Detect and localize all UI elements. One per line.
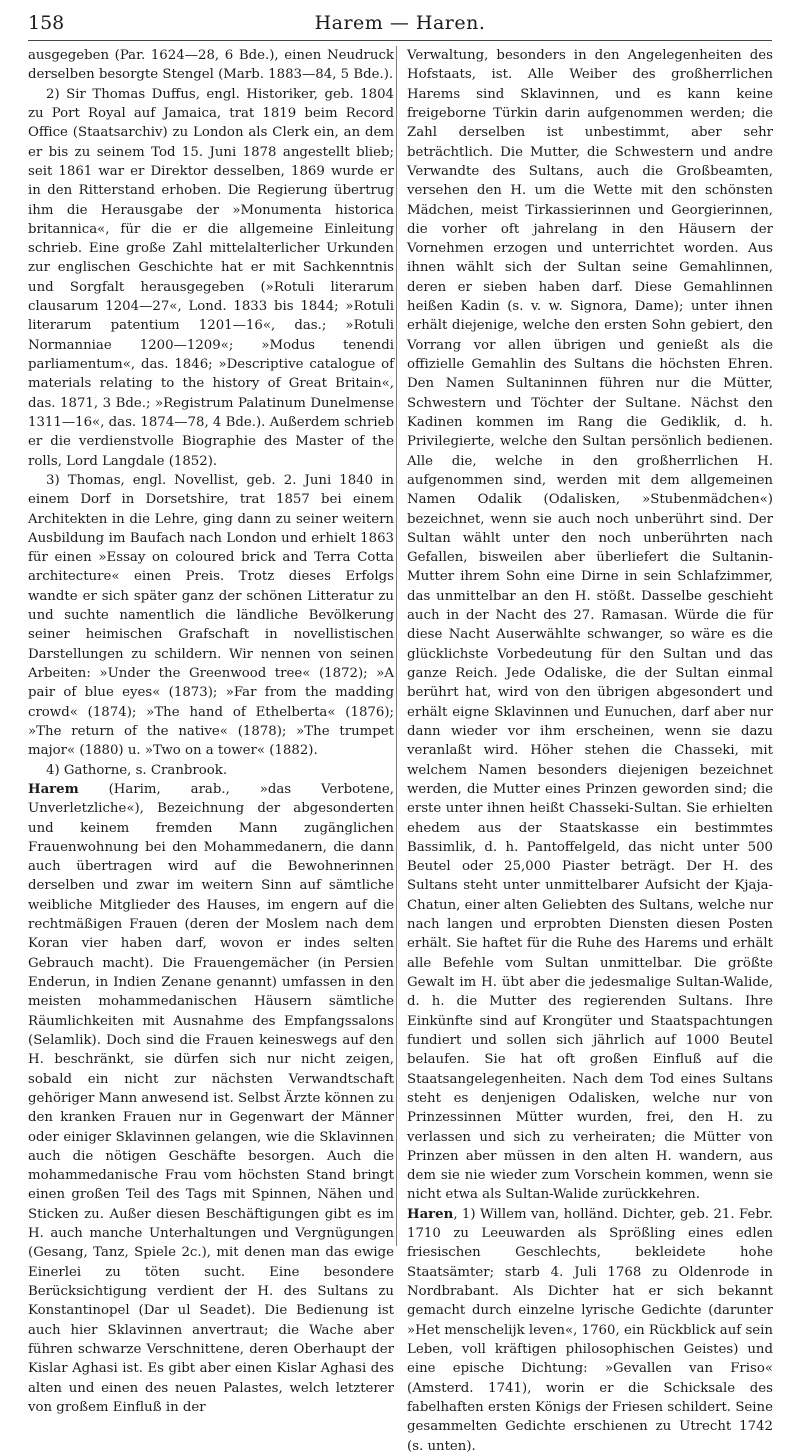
paragraph-stengel: ausgegeben (Par. 1624—28, 6 Bde.), einen Neudruck derselben besorgte Stengel (Marb. 1883—84, 5 Bde.).	[28, 48, 394, 83]
headword-harem: Harem	[28, 781, 79, 797]
right-column	[407, 46, 773, 1456]
paragraph-gathorne: 4) Gathorne, s. Cranbrook.	[46, 762, 228, 778]
haren-text: , 1) Willem van, holländ. Dichter, geb. 21. Febr. 1710 zu Leeuwarden als Sprößling eines edlen friesischen Geschlechts, bekleidete hohe Staatsämter; starb 4. Juli 1768 zu Oldenrode in Nordbrabant. Als Dichter hat er sich bekannt gemacht durch einzelne lyrische Gedichte (darunter »Het menschelijk leven«, 1760, ein Rückblick auf sein Leben, voll kräftigen philosophischen Geistes) und eine epische Dichtung: »Gevallen van Friso« (Amsterd. 1741), worin er die Schicksale des fabelhaften ersten Königs der Friesen schildert. Seine gesammelten Gedichte erschienen zu Utrecht 1742 (s. unten).	[407, 1206, 773, 1454]
entry-haren	[407, 1205, 773, 1456]
left-column	[28, 46, 394, 1417]
column-divider	[396, 46, 397, 1246]
header-rule	[28, 40, 772, 41]
harem-text: (Harim, arab., »das Verbotene, Unverletzliche«), Bezeichnung der abgesonderten und keinem fremden Mann zugänglichen Frauenwohnung bei den Mohammedanern, die dann auch übertragen wird auf die Bewohnerinnen derselben und zwar im weitern Sinn auf sämtliche weibliche Mitglieder des Hauses, im engern auf die rechtmäßigen Frauen (deren der Moslem nach dem Koran vier haben darf, wovon er indes selten Gebrauch macht). Die Frauengemächer (in Persien Enderun, in Indien Zenane genannt) umfassen in den meisten mohammedanischen Häusern sämtliche Räumlichkeiten mit Ausnahme des Empfangssalons (Selamlik). Doch sind die Frauen keineswegs auf den H. beschränkt, sie dürfen sich nur nicht zeigen, sobald ein nicht zur nächsten Verwandtschaft gehöriger Mann anwesend ist. Selbst Ärzte können zu den kranken Frauen nur in Gegenwart der Männer oder einiger Sklavinnen gelangen, wie die Sklavinnen auch die nötigen Geschäfte besorgen. Auch die mohammedanische Frau vom höchsten Stand bringt einen großen Teil des Tags mit Spinnen, Nähen und Sticken zu. Außer diesen Beschäftigungen gibt es im H. auch manche Unterhaltungen und Vergnügungen (Gesang, Tanz, Spiele 2c.), mit denen man das ewige Einerlei zu töten sucht. Eine besondere Berücksichtigung verdient der H. des Sultans zu Konstantinopel (Dar ul Seadet). Die Bedienung ist auch hier Sklavinnen anvertraut; die Wache aber führen schwarze Verschnittene, deren Oberhaupt der Kislar Aghasi ist. Es gibt aber einen Kislar Aghasi des alten und einen des neuen Palastes, welch letzterer von großem Einfluß in der	[28, 781, 394, 1415]
running-head: Harem — Haren.	[314, 12, 486, 34]
paragraph-hardy-thomas-duffus: 2) Sir Thomas Duffus, engl. Historiker, geb. 1804 zu Port Royal auf Jamaica, trat 1819 beim Record Office (Staatsarchiv) zu London als Clerk ein, an dem er bis zu seinem Tod 15. Juni 1878 angestellt blieb; seit 1861 war er Direktor desselben, 1869 wurde er in den Ritterstand erhoben. Die Regierung übertrug ihm die Herausgabe der »Monumenta historica britannica«, für die er die allgemeine Einleitung schrieb. Eine große Zahl mittelalterlicher Urkunden zur englischen Geschichte hat er mit Sachkenntnis und Sorgfalt herausgegeben (»Rotuli literarum clausarum 1204—27«, Lond. 1833 bis 1844; »Rotuli literarum patentium 1201—16«, das.; »Rotuli Normanniae 1200—1209«; »Modus tenendi parliamentum«, das. 1846; »Descriptive catalogue of materials relating to the history of Great Britain«, das. 1871, 3 Bde.; »Registrum Palatinum Dunelmense 1311—16«, das. 1874—78, 4 Bde.). Außerdem schrieb er die verdienstvolle Biographie des Master of the rolls, Lord Langdale (1852).	[28, 86, 394, 469]
headword-haren: Haren	[407, 1206, 454, 1222]
page-number: 158	[28, 12, 65, 34]
paragraph-hardy-thomas: 3) Thomas, engl. Novellist, geb. 2. Juni 1840 in einem Dorf in Dorsetshire, trat 1857 bei einem Architekten in die Lehre, ging dann zu seiner weitern Ausbildung im Baufach nach London und erhielt 1863 für einen »Essay on coloured brick and Terra Cotta architecture« einen Preis. Trotz dieses Erfolgs wandte er sich später ganz der schönen Litteratur zu und suchte namentlich die ländliche Bevölkerung seiner heimischen Grafschaft in novellistischen Darstellungen zu schildern. Wir nennen von seinen Arbeiten: »Under the Greenwood tree« (1872); »A pair of blue eyes« (1873); »Far from the madding crowd« (1874); »The hand of Ethelberta« (1876); »The return of the native« (1878); »The trumpet major« (1880) u. »Two on a tower« (1882).	[28, 472, 394, 759]
harem-continuation: Verwaltung, besonders in den Angelegenheiten des Hofstaats, ist. Alle Weiber des großherrlichen Harems sind Sklavinnen, und es kann keine freigeborne Türkin darin aufgenommen werden; die Zahl derselben ist unbestimmt, aber sehr beträchtlich. Die Mutter, die Schwestern und andre Verwandte des Sultans, auch die Großbeamten, versehen den H. um die Wette mit den schönsten Mädchen, meist Tirkassierinnen und Georgierinnen, die vorher oft jahrelang in den Häusern der Vornehmen erzogen und unterrichtet worden. Aus ihnen wählt sich der Sultan seine Gemahlinnen, deren er sieben haben darf. Diese Gemahlinnen heißen Kadin (s. v. w. Signora, Dame); unter ihnen erhält diejenige, welche den ersten Sohn gebiert, den Vorrang vor allen übrigen und genießt als die offizielle Gemahlin des Sultans die höchsten Ehren. Den Namen Sultaninnen führen nur die Mütter, Schwestern und Töchter der Sultane. Nächst den Kadinen kommen im Rang die Gediklik, d. h. Privilegierte, welche den Sultan persönlich bedienen. Alle die, welche in den großherrlichen H. aufgenommen sind, werden mit dem allgemeinen Namen Odalik (Odalisken, »Stubenmädchen«) bezeichnet, wenn sie auch noch unberührt sind. Der Sultan wählt unter den noch unberührten nach Gefallen, bisweilen aber überliefert die Sultanin-Mutter ihrem Sohn eine Dirne in sein Schlafzimmer, das unmittelbar an den H. stößt. Dasselbe geschieht auch in der Nacht des 27. Ramasan. Würde die für diese Nacht Auserwählte schwanger, so wäre es die glücklichste Vorbedeutung für den Sultan und das ganze Reich. Jede Odaliske, die der Sultan einmal berührt hat, wird von den übrigen abgesondert und erhält eigne Sklavinnen und Eunuchen, darf aber nur dann wieder vor ihm erscheinen, wenn sie dazu veranlaßt wird. Höher stehen die Chasseki, mit welchem Namen besonders diejenigen bezeichnet werden, die Mutter eines Prinzen geworden sind; die erste unter ihnen heißt Chasseki-Sultan. Sie erhielten ehedem aus der Staatskasse ein bestimmtes Bassimlik, d. h. Pantoffelgeld, das nicht unter 500 Beutel oder 25,000 Piaster beträgt. Der H. des Sultans steht unter unmittelbarer Aufsicht der Kjaja-Chatun, einer alten Geliebten des Sultans, welche nur nach langen und erprobten Diensten diesen Posten erhält. Sie haftet für die Ruhe des Harems und erhält alle Befehle vom Sultan unmittelbar. Die größte Gewalt im H. übt aber die jedesmalige Sultan-Walide, d. h. die Mutter des regierenden Sultans. Ihre Einkünfte sind auf Krongüter und Staatspachtungen fundiert und sollen sich jährlich auf 1000 Beutel belaufen. Sie hat oft großen Einfluß auf die Staatsangelegenheiten. Nach dem Tod eines Sultans steht es denjenigen Odalisken, welche nur von Prinzessinnen Mütter wurden, frei, den H. zu verlassen und sich zu verheiraten; die Mütter von Prinzen aber müssen in den alten H. wandern, aus dem sie nie wieder zum Vorschein kommen, wenn sie nicht etwa als Sultan-Walide zurückkehren.	[407, 48, 773, 1203]
entry-harem	[28, 780, 394, 1417]
page-header	[28, 12, 772, 40]
